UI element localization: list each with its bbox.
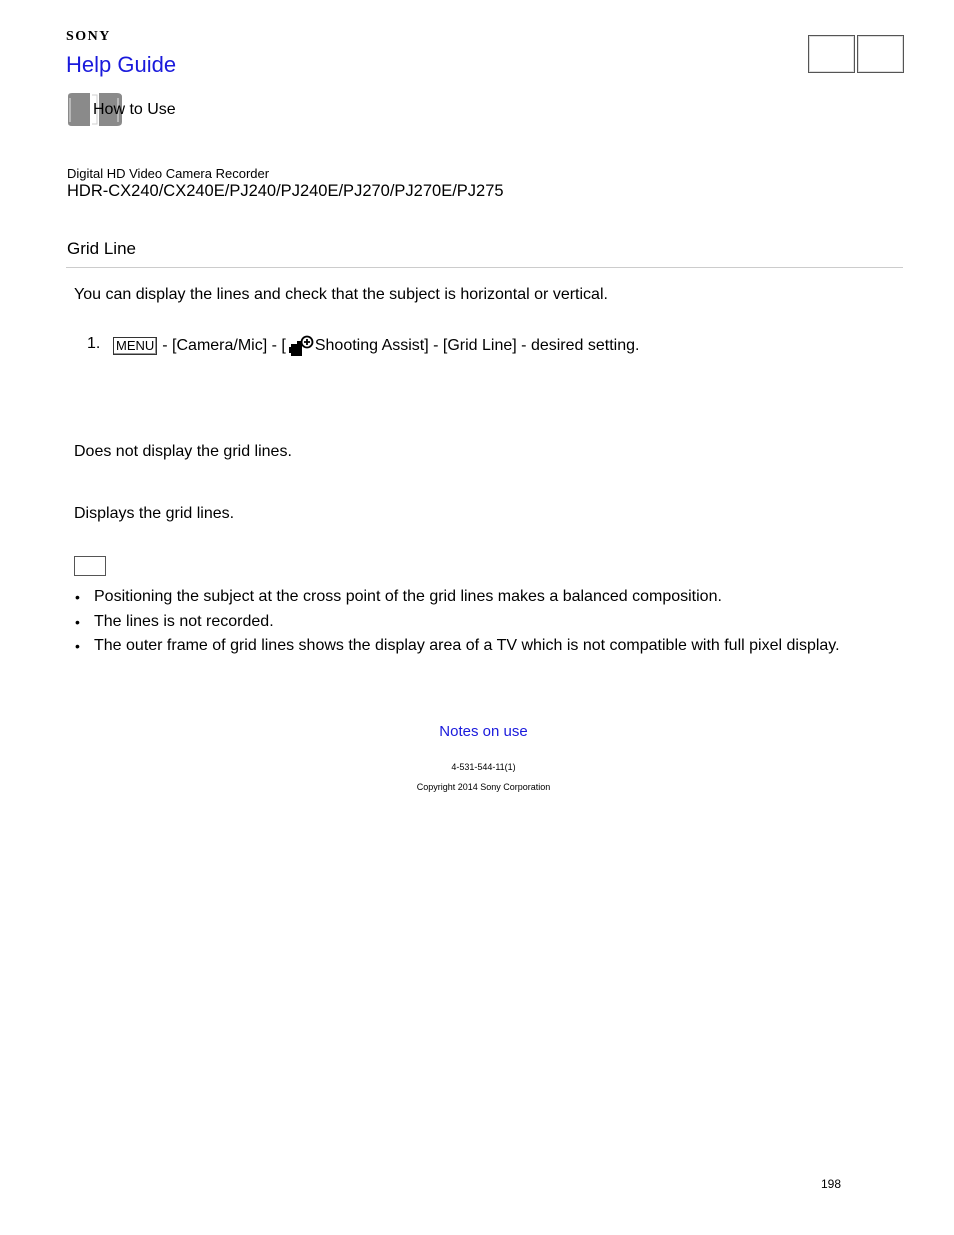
step-instruction [113, 335, 639, 357]
step-text-part2: Shooting Assist] - [Grid Line] - desired setting. [314, 337, 640, 354]
shooting-assist-icon [288, 335, 314, 357]
step-text-part1: - [Camera/Mic] - [ [162, 337, 286, 354]
help-guide-link[interactable]: Help Guide [66, 52, 177, 77]
section-label: How to Use [93, 101, 176, 118]
previous-page-button[interactable] [808, 35, 855, 73]
related-topic-link[interactable]: Notes on use [439, 723, 528, 740]
list-item: • The lines is not recorded. [74, 612, 840, 637]
model-number: HDR-CX240/CX240E/PJ240/PJ240E/PJ270/PJ270E/PJ275 [67, 182, 504, 200]
copyright-notice: Copyright 2014 Sony Corporation [416, 782, 551, 792]
sony-logo: SONY [66, 29, 111, 44]
option-on-description: Displays the grid lines. [74, 505, 235, 522]
menu-button-icon: MENU [113, 337, 157, 355]
step-number: 1. [87, 335, 101, 352]
product-type: Digital HD Video Camera Recorder [67, 166, 270, 181]
page-nav-buttons [808, 35, 904, 73]
page-title: Grid Line [67, 239, 136, 258]
option-off-description: Does not display the grid lines. [74, 443, 292, 460]
intro-text: You can display the lines and check that the subject is horizontal or vertical. [74, 286, 608, 303]
notes-list [74, 587, 840, 661]
next-page-button[interactable] [857, 35, 904, 73]
list-item: • Positioning the subject at the cross point of the grid lines makes a balanced composition. [74, 587, 840, 612]
list-item: • The outer frame of grid lines shows the display area of a TV which is not compatible with full pixel display. [74, 636, 840, 661]
page-number: 198 [821, 1177, 842, 1191]
document-code: 4-531-544-11(1) [451, 762, 516, 772]
title-divider [66, 267, 903, 268]
note-icon [74, 556, 106, 576]
